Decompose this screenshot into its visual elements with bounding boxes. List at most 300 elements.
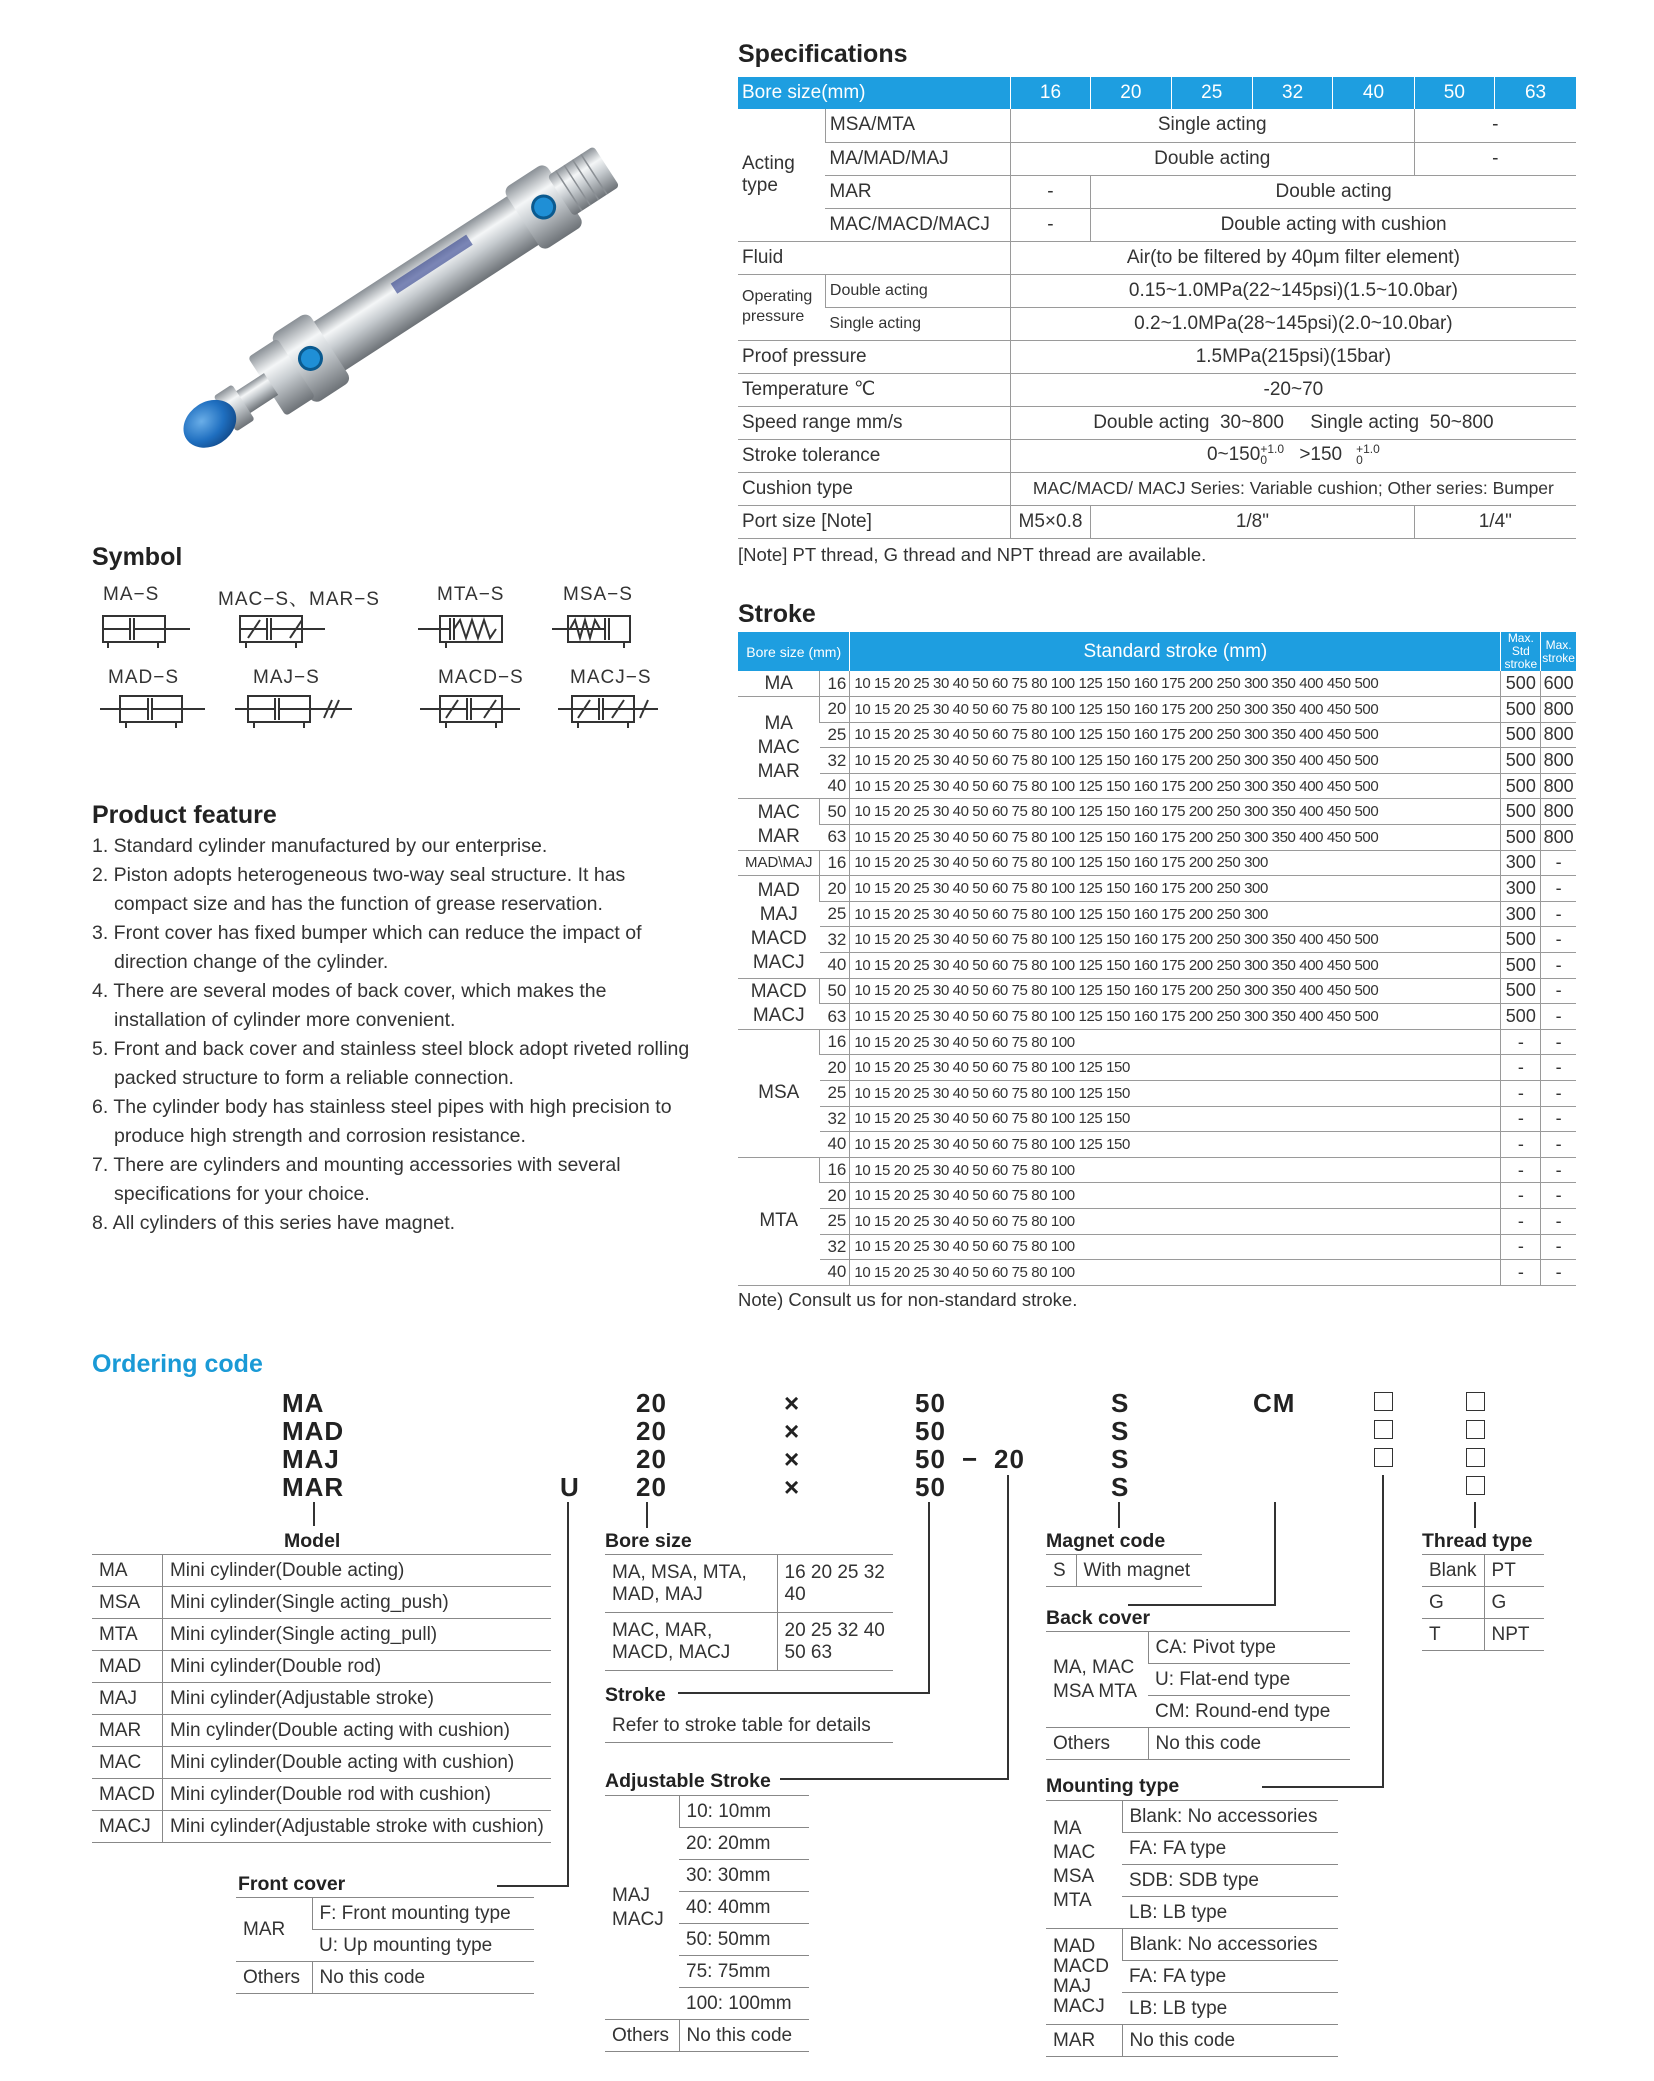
stroke-standard-values: 10 15 20 25 30 40 50 60 75 80 100 125 150 160 175 200 250 300 [850, 901, 1501, 927]
stroke-title: Stroke [738, 600, 816, 628]
symbol-label-macd-s: MACD−S [438, 667, 524, 688]
ordering-code-title: Ordering code [92, 1350, 263, 1378]
stroke-max-std: - [1501, 1106, 1541, 1132]
stroke-bore: 63 [820, 1004, 850, 1030]
code-times: × [784, 1472, 801, 1502]
feature-item: 6. The cylinder body has stainless steel pipes with high precision to produce high strength and corrosion resistance. [92, 1096, 672, 1147]
stroke-max: - [1541, 953, 1576, 979]
stroke-max-std: 500 [1501, 697, 1541, 723]
stroke-max: 800 [1541, 722, 1576, 748]
mounting-code-box [1374, 1448, 1393, 1467]
tol-sub: 0 [1356, 453, 1363, 468]
standard-stroke-header: Standard stroke (mm) [850, 632, 1501, 671]
stroke-max-std: - [1501, 1081, 1541, 1107]
stroke-standard-values: 10 15 20 25 30 40 50 60 75 80 100 125 150 160 175 200 250 300 350 400 450 500 [850, 722, 1501, 748]
adjustable-item: 40: 40mm [679, 1892, 809, 1924]
model-row [92, 1779, 551, 1811]
stroke-series-group: MA [738, 671, 820, 697]
symbol-label-maj-s: MAJ−S [253, 667, 320, 688]
stroke-note: Note) Consult us for non-standard stroke. [738, 1289, 1078, 1310]
stroke-bore: 16 [820, 1029, 850, 1055]
stroke-row [738, 901, 1576, 927]
code-adjustable: 20 [994, 1444, 1025, 1474]
connector-line [1007, 1475, 1009, 1780]
code-bore: 20 [636, 1444, 667, 1474]
adjustable-item: 10: 10mm [679, 1796, 809, 1828]
proof-pressure-label: Proof pressure [738, 340, 1010, 373]
stroke-max: - [1541, 1260, 1576, 1286]
stroke-max-std: 500 [1501, 927, 1541, 953]
connector-line [1474, 1502, 1476, 1528]
stroke-standard-values: 10 15 20 25 30 40 50 60 75 80 100 125 150 160 175 200 250 300 350 400 450 500 [850, 1004, 1501, 1030]
mounting-item: LB: LB type [1122, 1993, 1338, 2025]
stroke-bore: 40 [820, 773, 850, 799]
stroke-max-std: 500 [1501, 1004, 1541, 1030]
stroke-standard-values: 10 15 20 25 30 40 50 60 75 80 100 [850, 1157, 1501, 1183]
stroke-row [738, 1208, 1576, 1234]
symbol-maj-s [235, 696, 352, 728]
stroke-row [738, 1081, 1576, 1107]
stroke-max: - [1541, 1234, 1576, 1260]
stroke-max: - [1541, 1208, 1576, 1234]
stroke-series-group: MAD MAJ MACD MACJ [738, 876, 820, 978]
code-times: × [784, 1388, 801, 1418]
acting-value: Double acting [1091, 175, 1576, 208]
stroke-tolerance-label: Stroke tolerance [738, 439, 1010, 472]
connector-line [497, 1885, 569, 1887]
symbol-label-macj-s: MACJ−S [570, 667, 652, 688]
symbol-title: Symbol [92, 543, 183, 571]
stroke-max-std: 300 [1501, 901, 1541, 927]
model-description: Mini cylinder(Adjustable stroke) [162, 1683, 550, 1715]
thread-code-box [1466, 1476, 1485, 1495]
mounting-item: SDB: SDB type [1122, 1865, 1338, 1897]
acting-value: Double acting [1010, 142, 1414, 175]
back-cover-cm: CM: Round-end type [1148, 1696, 1350, 1728]
code-stroke: 50 [915, 1472, 946, 1502]
symbol-msa-s [552, 616, 630, 648]
stroke-standard-values: 10 15 20 25 30 40 50 60 75 80 100 125 150 [850, 1055, 1501, 1081]
code-stroke: 50 [915, 1416, 946, 1446]
code-stroke: 50 [915, 1388, 946, 1418]
adjustable-others: Others [605, 2020, 679, 2052]
connector-line [1382, 1475, 1384, 1788]
thread-name: NPT [1484, 1619, 1544, 1651]
stroke-header-row [738, 632, 1576, 671]
bore-size-table [605, 1554, 893, 1671]
bore-values-1: 16 20 25 32 40 [777, 1555, 893, 1613]
stroke-max: - [1541, 1106, 1576, 1132]
stroke-max: - [1541, 978, 1576, 1004]
front-cover-no-code: No this code [312, 1962, 534, 1994]
code-times: × [784, 1416, 801, 1446]
stroke-bore: 50 [820, 799, 850, 825]
stroke-standard-values: 10 15 20 25 30 40 50 60 75 80 100 125 150 160 175 200 250 300 350 400 450 500 [850, 825, 1501, 851]
bore-50: 50 [1414, 77, 1494, 109]
adjustable-item: 30: 30mm [679, 1860, 809, 1892]
mounting-code-box [1374, 1420, 1393, 1439]
operating-pressure-label: Operating pressure [738, 274, 825, 340]
symbol-mac-s [240, 616, 325, 648]
stroke-standard-values: 10 15 20 25 30 40 50 60 75 80 100 125 150 160 175 200 250 300 350 400 450 500 [850, 799, 1501, 825]
cushion-value: MAC/MACD/ MACJ Series: Variable cushion; Other series: Bumper [1010, 472, 1576, 505]
stroke-standard-values: 10 15 20 25 30 40 50 60 75 80 100 125 150 160 175 200 250 300 350 400 450 500 [850, 748, 1501, 774]
feature-item: 2. Piston adopts heterogeneous two-way seal structure. It has compact size and has the function of grease reservation. [92, 864, 626, 915]
mounting-item: LB: LB type [1122, 1897, 1338, 1929]
temperature-value: -20~70 [1010, 373, 1576, 406]
magnet-code-label: Magnet code [1046, 1530, 1166, 1552]
thread-name: G [1484, 1587, 1544, 1619]
stroke-series-group: MAC MAR [738, 799, 820, 850]
stroke-max-std: 500 [1501, 799, 1541, 825]
product-feature-list [92, 832, 692, 1238]
specifications-title: Specifications [738, 40, 908, 68]
stroke-max-std: 500 [1501, 748, 1541, 774]
connector-line [928, 1502, 930, 1694]
model-code: MA [92, 1555, 162, 1587]
stroke-row [738, 1132, 1576, 1158]
stroke-max-std: - [1501, 1260, 1541, 1286]
model-code: MACD [92, 1779, 162, 1811]
model-description: Mini cylinder(Adjustable stroke with cushion) [162, 1811, 550, 1843]
feature-item: 1. Standard cylinder manufactured by our enterprise. [92, 835, 548, 857]
stroke-standard-values: 10 15 20 25 30 40 50 60 75 80 100 [850, 1260, 1501, 1286]
thread-code-box [1466, 1448, 1485, 1467]
stroke-bore: 25 [820, 722, 850, 748]
stroke-bore: 25 [820, 1208, 850, 1234]
symbol-macd-s [420, 696, 520, 728]
port-1-4: 1/4" [1414, 505, 1576, 538]
model-description: Mini cylinder(Double rod) [162, 1651, 550, 1683]
fluid-label: Fluid [738, 241, 1010, 274]
cushion-label: Cushion type [738, 472, 1010, 505]
symbol-macj-s [558, 696, 658, 728]
stroke-max-std: - [1501, 1029, 1541, 1055]
acting-series: MAR [825, 175, 1010, 208]
thread-name: PT [1484, 1555, 1544, 1587]
port-m5: M5×0.8 [1010, 505, 1090, 538]
stroke-max: 800 [1541, 748, 1576, 774]
stroke-standard-values: 10 15 20 25 30 40 50 60 75 80 100 125 150 [850, 1106, 1501, 1132]
model-code: MAR [92, 1715, 162, 1747]
code-bore: 20 [636, 1388, 667, 1418]
stroke-bore: 16 [820, 671, 850, 697]
stroke-bore: 16 [820, 850, 850, 876]
code-model-maj: MAJ [282, 1444, 340, 1474]
model-table [92, 1554, 551, 1843]
stroke-max: - [1541, 1157, 1576, 1183]
cylinder-product-image [150, 125, 680, 465]
adjustable-item: 100: 100mm [679, 1988, 809, 2020]
specifications-table [738, 77, 1576, 539]
stroke-row [738, 978, 1576, 1004]
stroke-bore: 50 [820, 978, 850, 1004]
adjustable-stroke-table [605, 1795, 809, 2052]
stroke-standard-values: 10 15 20 25 30 40 50 60 75 80 100 125 150 [850, 1081, 1501, 1107]
symbol-mad-s [100, 696, 205, 728]
stroke-max: - [1541, 927, 1576, 953]
acting-series: MA/MAD/MAJ [825, 142, 1010, 175]
stroke-standard-values: 10 15 20 25 30 40 50 60 75 80 100 125 150 160 175 200 250 300 350 400 450 500 [850, 978, 1501, 1004]
double-acting-label: Double acting [825, 274, 1010, 307]
model-row [92, 1651, 551, 1683]
model-code: MAC [92, 1747, 162, 1779]
stroke-row [738, 1029, 1576, 1055]
spec-header-row [738, 77, 1576, 109]
thread-code: T [1422, 1619, 1484, 1651]
stroke-max-std: - [1501, 1183, 1541, 1209]
stroke-standard-values: 10 15 20 25 30 40 50 60 75 80 100 125 150 160 175 200 250 300 350 400 450 500 [850, 773, 1501, 799]
stroke-bore: 25 [820, 901, 850, 927]
model-code: MACJ [92, 1811, 162, 1843]
stroke-row [738, 927, 1576, 953]
code-model-mad: MAD [282, 1416, 345, 1446]
connector-line [1118, 1502, 1120, 1528]
thread-type-label: Thread type [1422, 1530, 1533, 1552]
model-description: Mini cylinder(Single acting_pull) [162, 1619, 550, 1651]
model-description: Mini cylinder(Double rod with cushion) [162, 1779, 550, 1811]
thread-code-box [1466, 1420, 1485, 1439]
thread-code: G [1422, 1587, 1484, 1619]
magnet-code-table [1046, 1554, 1202, 1587]
stroke-max: - [1541, 1081, 1576, 1107]
model-row [92, 1555, 551, 1587]
stroke-row [738, 1106, 1576, 1132]
adjustable-group: MAJ MACJ [605, 1796, 679, 2020]
stroke-bore: 20 [820, 1055, 850, 1081]
stroke-series-group: MSA [738, 1029, 820, 1157]
feature-item: 8. All cylinders of this series have magnet. [92, 1212, 456, 1234]
stroke-max: - [1541, 1183, 1576, 1209]
stroke-bore-header: Bore size (mm) [738, 632, 850, 671]
stroke-row [738, 876, 1576, 902]
front-cover-u: U: Up mounting type [312, 1930, 534, 1962]
mounting-item: Blank: No accessories [1122, 1929, 1338, 1961]
mounting-type-table [1046, 1800, 1338, 2057]
tol-sup: +1.0 [1260, 442, 1285, 457]
stroke-max-std: 300 [1501, 876, 1541, 902]
stroke-max: 800 [1541, 697, 1576, 723]
stroke-bore: 63 [820, 825, 850, 851]
acting-value: Double acting with cushion [1091, 208, 1576, 241]
connector-line [1262, 1786, 1384, 1788]
thread-code: Blank [1422, 1555, 1484, 1587]
back-cover-others: Others [1046, 1728, 1148, 1760]
mounting-item: Blank: No accessories [1122, 1801, 1338, 1833]
acting-series: MSA/MTA [825, 109, 1010, 142]
code-times: × [784, 1444, 801, 1474]
bore-group-2: MAC, MAR, MACD, MACJ [605, 1613, 777, 1671]
speed-label: Speed range mm/s [738, 406, 1010, 439]
thread-code-box [1466, 1392, 1485, 1411]
stroke-standard-values: 10 15 20 25 30 40 50 60 75 80 100 125 150 160 175 200 250 300 350 400 450 500 [850, 953, 1501, 979]
bore-25: 25 [1171, 77, 1252, 109]
symbol-label-mac-s: MAC−S、MAR−S [218, 589, 380, 610]
symbol-label-mta-s: MTA−S [437, 584, 505, 605]
port-1-8: 1/8" [1091, 505, 1415, 538]
tol-range-a: 0~150 [1206, 444, 1261, 466]
feature-item: 5. Front and back cover and stainless steel block adopt riveted rolling packed structure to form a reliable connection. [92, 1038, 690, 1089]
code-magnet: S [1111, 1416, 1130, 1446]
model-description: Mini cylinder(Double acting) [162, 1555, 550, 1587]
front-cover-others: Others [236, 1962, 312, 1994]
port-size-label: Port size [Note] [738, 505, 1010, 538]
acting-type-label: Acting type [738, 109, 825, 241]
thread-type-table [1422, 1554, 1544, 1651]
front-cover-f: F: Front mounting type [312, 1898, 534, 1930]
mounting-mar: MAR [1046, 2025, 1122, 2057]
stroke-info: Refer to stroke table for details [605, 1710, 893, 1742]
adjustable-stroke-label: Adjustable Stroke [605, 1770, 771, 1792]
model-row [92, 1715, 551, 1747]
stroke-row [738, 1004, 1576, 1030]
stroke-bore: 32 [820, 927, 850, 953]
front-cover-mar: MAR [236, 1898, 312, 1962]
stroke-series-group: MTA [738, 1157, 820, 1285]
stroke-bore: 20 [820, 1183, 850, 1209]
stroke-standard-values: 10 15 20 25 30 40 50 60 75 80 100 125 150 160 175 200 250 300 350 400 450 500 [850, 927, 1501, 953]
model-row [92, 1619, 551, 1651]
acting-value: - [1010, 175, 1090, 208]
stroke-max-std: - [1501, 1208, 1541, 1234]
mounting-group-2: MAD MACD MAJ MACJ [1046, 1929, 1122, 2025]
bore-group-1: MA, MSA, MTA, MAD, MAJ [605, 1555, 777, 1613]
stroke-table [738, 632, 1576, 1286]
model-row [92, 1587, 551, 1619]
stroke-max: - [1541, 876, 1576, 902]
stroke-max-std: - [1501, 1234, 1541, 1260]
tol-sub: 0 [1260, 453, 1268, 468]
product-feature-title: Product feature [92, 801, 277, 829]
acting-value: - [1010, 208, 1090, 241]
model-row [92, 1747, 551, 1779]
model-code: MTA [92, 1619, 162, 1651]
stroke-row [738, 697, 1576, 723]
stroke-standard-values: 10 15 20 25 30 40 50 60 75 80 100 125 150 [850, 1132, 1501, 1158]
stroke-max-std: 500 [1501, 953, 1541, 979]
code-magnet: S [1111, 1472, 1130, 1502]
mounting-item: FA: FA type [1122, 1961, 1338, 1993]
adjustable-item: 75: 75mm [679, 1956, 809, 1988]
bore-size-header: Bore size(mm) [738, 77, 1010, 109]
stroke-max: - [1541, 1004, 1576, 1030]
stroke-row [738, 671, 1576, 697]
code-front-cover-u: U [560, 1472, 580, 1502]
stroke-max-std: - [1501, 1132, 1541, 1158]
stroke-max: - [1541, 1055, 1576, 1081]
stroke-row [738, 953, 1576, 979]
model-code: MAJ [92, 1683, 162, 1715]
bore-32: 32 [1252, 77, 1332, 109]
stroke-bore: 40 [820, 1260, 850, 1286]
stroke-row [738, 1260, 1576, 1286]
connector-line [567, 1502, 569, 1887]
adjustable-item: 20: 20mm [679, 1828, 809, 1860]
connector-line [780, 1778, 1009, 1780]
acting-value: - [1414, 142, 1576, 175]
mounting-mar-text: No this code [1122, 2025, 1338, 2057]
stroke-max: 600 [1541, 671, 1576, 697]
back-cover-group: MA, MAC MSA MTA [1046, 1632, 1148, 1728]
mounting-code-box [1374, 1392, 1393, 1411]
stroke-max: - [1541, 1029, 1576, 1055]
back-cover-u: U: Flat-end type [1148, 1664, 1350, 1696]
stroke-standard-values: 10 15 20 25 30 40 50 60 75 80 100 [850, 1234, 1501, 1260]
code-dash: − [962, 1444, 979, 1474]
acting-value: Single acting [1010, 109, 1414, 142]
stroke-standard-values: 10 15 20 25 30 40 50 60 75 80 100 [850, 1029, 1501, 1055]
tol-sup: +1.0 [1356, 442, 1380, 457]
stroke-row [738, 722, 1576, 748]
model-row [92, 1811, 551, 1843]
stroke-series-group: MACD MACJ [738, 978, 820, 1029]
stroke-row [738, 1055, 1576, 1081]
stroke-bore: 20 [820, 697, 850, 723]
model-row [92, 1683, 551, 1715]
mounting-item: FA: FA type [1122, 1833, 1338, 1865]
magnet-code-text: With magnet [1076, 1555, 1202, 1587]
max-stroke-header: Max. stroke [1541, 632, 1576, 671]
stroke-tolerance-value [1010, 439, 1576, 472]
model-label: Model [284, 1530, 341, 1552]
stroke-max-std: 300 [1501, 850, 1541, 876]
stroke-row [738, 799, 1576, 825]
bore-20: 20 [1091, 77, 1171, 109]
connector-line [313, 1502, 315, 1526]
stroke-max-std: 500 [1501, 671, 1541, 697]
connector-line [1274, 1502, 1276, 1606]
speed-value: Double acting 30~800 Single acting 50~800 [1010, 406, 1576, 439]
stroke-max: 800 [1541, 773, 1576, 799]
stroke-standard-values: 10 15 20 25 30 40 50 60 75 80 100 125 150 160 175 200 250 300 350 400 450 500 [850, 697, 1501, 723]
stroke-max-std: 500 [1501, 825, 1541, 851]
stroke-row [738, 1234, 1576, 1260]
stroke-max-std: - [1501, 1055, 1541, 1081]
mounting-type-label: Mounting type [1046, 1775, 1180, 1797]
mounting-group-1: MA MAC MSA MTA [1046, 1801, 1122, 1929]
bore-63: 63 [1495, 77, 1576, 109]
code-bore: 20 [636, 1416, 667, 1446]
bore-values-2: 20 25 32 40 50 63 [777, 1613, 893, 1671]
stroke-max-std: 500 [1501, 978, 1541, 1004]
connector-line [678, 1692, 930, 1694]
stroke-max: - [1541, 1132, 1576, 1158]
stroke-row [738, 1157, 1576, 1183]
bore-40: 40 [1333, 77, 1414, 109]
spec-note: [Note] PT thread, G thread and NPT thread are available. [738, 544, 1207, 565]
stroke-bore: 25 [820, 1081, 850, 1107]
stroke-row [738, 850, 1576, 876]
stroke-standard-values: 10 15 20 25 30 40 50 60 75 80 100 [850, 1183, 1501, 1209]
back-cover-ca: CA: Pivot type [1148, 1632, 1350, 1664]
stroke-bore: 32 [820, 748, 850, 774]
stroke-max: 800 [1541, 825, 1576, 851]
stroke-max: 800 [1541, 799, 1576, 825]
stroke-row [738, 773, 1576, 799]
stroke-bore: 32 [820, 1106, 850, 1132]
code-model-ma: MA [282, 1388, 325, 1418]
stroke-row [738, 1183, 1576, 1209]
symbol-label-msa-s: MSA−S [563, 584, 633, 605]
double-acting-pressure: 0.15~1.0MPa(22~145psi)(1.5~10.0bar) [1010, 274, 1576, 307]
stroke-bore: 32 [820, 1234, 850, 1260]
code-bore: 20 [636, 1472, 667, 1502]
stroke-bore: 16 [820, 1157, 850, 1183]
code-magnet: S [1111, 1444, 1130, 1474]
acting-value: - [1414, 109, 1576, 142]
feature-item: 4. There are several modes of back cover, which makes the installation of cylinder more convenient. [92, 980, 607, 1031]
stroke-label: Stroke [605, 1684, 666, 1706]
